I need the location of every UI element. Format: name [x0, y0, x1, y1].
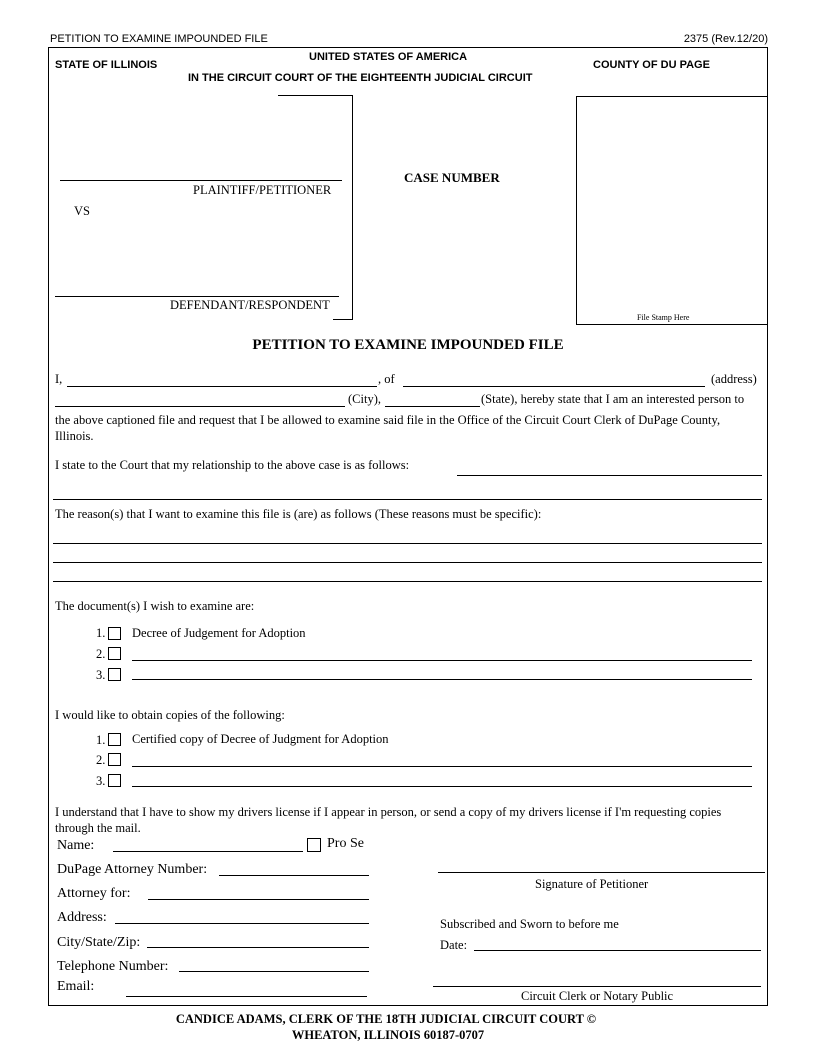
attorney-number-field[interactable] [219, 861, 369, 876]
page-title: PETITION TO EXAMINE IMPOUNDED FILE [252, 337, 564, 353]
caption-bracket-top [278, 95, 353, 96]
doc-num: 2. [96, 647, 106, 661]
doc-num: 3. [96, 668, 106, 682]
contact-address-field[interactable] [115, 909, 369, 924]
doc-item-field[interactable] [132, 665, 752, 680]
court-label: IN THE CIRCUIT COURT OF THE EIGHTEENTH JUDICIAL CIRCUIT [188, 72, 533, 84]
copy-checkbox[interactable] [108, 753, 121, 766]
city-field[interactable] [55, 392, 345, 407]
documents-label: The document(s) I wish to examine are: [55, 599, 255, 613]
form-header-title: PETITION TO EXAMINE IMPOUNDED FILE [50, 33, 268, 45]
city-state-zip-field[interactable] [147, 933, 369, 948]
country-label: UNITED STATES OF AMERICA [309, 51, 468, 63]
attorney-for-label: Attorney for: [57, 886, 131, 901]
copy-num: 2. [96, 753, 106, 767]
caption-bracket-side [352, 95, 353, 320]
attorney-number-label: DuPage Attorney Number: [57, 862, 208, 877]
doc-checkbox[interactable] [108, 627, 121, 640]
plaintiff-label: PLAINTIFF/PETITIONER [193, 183, 332, 197]
relationship-label: I state to the Court that my relationship to the above case is as follows: [55, 458, 410, 472]
signature-label: Signature of Petitioner [535, 877, 649, 891]
signature-field[interactable] [438, 858, 765, 873]
pro-se-checkbox[interactable] [307, 838, 321, 852]
case-number-label: CASE NUMBER [404, 170, 500, 185]
copy-checkbox[interactable] [108, 733, 121, 746]
doc-checkbox[interactable] [108, 668, 121, 681]
copy-num: 3. [96, 774, 106, 788]
defendant-field[interactable] [55, 282, 339, 297]
intro-city-label: (City), [348, 392, 381, 406]
license-notice: I understand that I have to show my drivers license if I appear in person, or send a copy of my drivers license if I'm requesting copies through the mail. [55, 805, 722, 835]
doc-num: 1. [96, 626, 106, 640]
intro-of: , of [378, 372, 395, 386]
telephone-field[interactable] [179, 957, 369, 972]
doc-checkbox[interactable] [108, 647, 121, 660]
copies-label: I would like to obtain copies of the following: [55, 708, 285, 722]
copy-num: 1. [96, 733, 106, 747]
clerk-label: Circuit Clerk or Notary Public [521, 989, 674, 1003]
copy-checkbox[interactable] [108, 774, 121, 787]
reason-field-3[interactable] [53, 567, 762, 582]
state-label: STATE OF ILLINOIS [55, 59, 158, 71]
email-label: Email: [57, 979, 95, 994]
petitioner-name-field[interactable] [67, 372, 377, 387]
telephone-label: Telephone Number: [57, 959, 169, 974]
plaintiff-field[interactable] [60, 166, 342, 181]
reasons-label: The reason(s) that I want to examine this file is (are) as follows (These reasons must be specific): [55, 507, 542, 521]
copy-item-field[interactable] [132, 752, 752, 767]
doc-item-text: Decree of Judgement for Adoption [132, 626, 306, 640]
address-field[interactable] [403, 372, 705, 387]
date-label: Date: [440, 938, 468, 952]
footer-clerk: CANDICE ADAMS, CLERK OF THE 18TH JUDICIAL CIRCUIT COURT © [175, 1012, 597, 1026]
file-stamp-box [576, 96, 768, 325]
intro-i: I, [55, 372, 63, 386]
intro-state-text: (State), hereby state that I am an interested person to [481, 392, 745, 406]
copy-item-text: Certified copy of Decree of Judgment for Adoption [132, 732, 389, 746]
reason-field-2[interactable] [53, 548, 762, 563]
doc-item-field[interactable] [132, 646, 752, 661]
notary-signature-field[interactable] [433, 972, 761, 987]
attorney-for-field[interactable] [148, 885, 369, 900]
email-field[interactable] [126, 982, 367, 997]
defendant-label: DEFENDANT/RESPONDENT [170, 298, 330, 312]
caption-bracket-bottom [333, 319, 353, 320]
county-label: COUNTY OF DU PAGE [593, 59, 710, 71]
file-stamp-label: File Stamp Here [637, 313, 690, 322]
form-number: 2375 (Rev.12/20) [683, 33, 768, 45]
date-field[interactable] [474, 936, 761, 951]
address-label: Address: [57, 910, 107, 925]
intro-paragraph: the above captioned file and request that I be allowed to examine said file in the Office of the Circuit Court Clerk of DuPage County, Illinois. [55, 413, 721, 443]
relationship-field[interactable] [457, 461, 762, 476]
intro-address-label: (address) [711, 372, 757, 386]
pro-se-label: Pro Se [327, 836, 364, 851]
vs-label: VS [74, 204, 90, 218]
footer-address: WHEATON, ILLINOIS 60187-0707 [291, 1028, 485, 1042]
name-label: Name: [57, 838, 95, 853]
sworn-label: Subscribed and Sworn to before me [440, 917, 619, 931]
state-field[interactable] [385, 392, 480, 407]
reason-field-1[interactable] [53, 529, 762, 544]
copy-item-field[interactable] [132, 772, 752, 787]
name-field[interactable] [113, 837, 303, 852]
relationship-field-2[interactable] [53, 485, 762, 500]
city-state-zip-label: City/State/Zip: [57, 935, 141, 950]
